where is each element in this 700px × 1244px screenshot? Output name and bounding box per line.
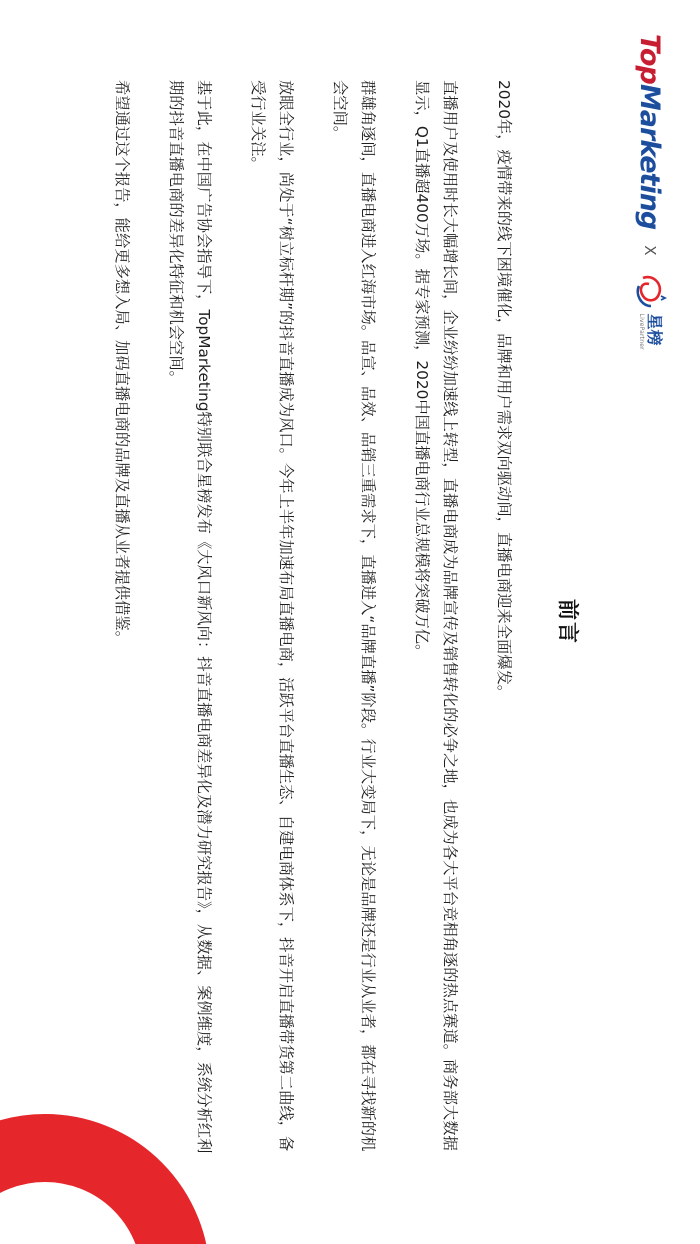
logo-top-text: Top bbox=[634, 34, 666, 84]
logo-marketing-text: Marketing bbox=[634, 83, 666, 230]
xingbang-logo bbox=[633, 272, 667, 350]
topmarketing-logo bbox=[635, 34, 666, 229]
paragraph: 直播用户及使用时长大幅增长间，企业纷纷加速线上转型，直播电商成为品牌宣传及销售转化的必争之地，也成为各大平台竞相角逐的热点赛道。商务部大数据显示，Q1直播超400万场。据专家预测，2020中国直播电商行业总规模将突破万亿。 bbox=[413, 80, 459, 1151]
xingbang-cn-text: 星榜 bbox=[645, 313, 664, 346]
paragraph: 基于此，在中国广告协会指导下，TopMarketing特别联合星榜发布《大风口新风向：抖音直播电商差异化及潜力研究报告》，从数据、案例维度，系统分析红利期的抖音直播电商的差异化特征和机会空间。 bbox=[167, 80, 213, 1154]
xingbang-en-text: LivePartner bbox=[638, 313, 645, 350]
header-logos bbox=[630, 34, 670, 350]
paragraph: 希望通过这个报告，能给更多想入局、加码直播电商的品牌及直播从业者提供借鉴。 bbox=[113, 80, 131, 646]
paragraph: 2020年，疫情带来的线下困境催化，品牌和用户需求双向驱动间，直播电商迎来全面爆发。 bbox=[495, 80, 513, 701]
preface-body bbox=[82, 80, 518, 1160]
page-title: 前言 bbox=[556, 599, 580, 645]
paragraph: 群雄角逐间，直播电商进入红海市场。品宣、品效、品销三重需求下，直播进入“品牌直播”阶段。行业大变局下，无论是品牌还是行业从业者，都在寻找新的机会空间。 bbox=[331, 80, 377, 1152]
times-sign: X bbox=[641, 245, 659, 256]
xingbang-logo-icon bbox=[633, 272, 667, 310]
paragraph: 放眼全行业，尚处于“树立标杆期”的抖音直播成为风口。今年上半年加速布局直播电商，活跃平台直播生态、自建电商体系下，抖音开启直播带货第二曲线，备受行业关注。 bbox=[249, 80, 295, 1152]
